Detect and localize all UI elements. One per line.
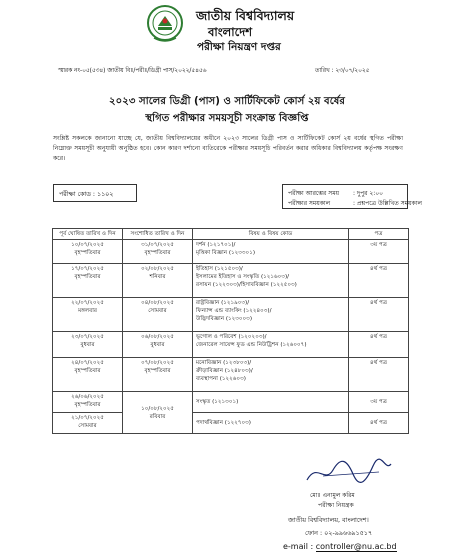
notice-title-line2: স্থগিত পরীক্ষার সময়সূচী সংক্রান্ত বিজ্ঞপ্তি [145, 113, 309, 124]
subject: ব্যবস্থাপনা (১২২৬০৩) [196, 376, 246, 382]
email-label: e-mail : [283, 542, 316, 551]
subject: মৃত্তিকা বিজ্ঞান (১২৩৩০১) [196, 250, 255, 256]
handwritten-signature [303, 458, 393, 486]
header-subject: বিষয় ও বিষয় কোড [193, 229, 349, 240]
prev-date: ২৬/০৬/২০২৫ [71, 394, 104, 400]
university-name: জাতীয় বিশ্ববিদ্যালয় [196, 8, 295, 23]
schedule-table [52, 228, 409, 434]
new-date-cell [123, 298, 193, 332]
prev-date: ২১/০৭/২০২৫ [71, 415, 104, 421]
exam-time-box [282, 184, 422, 209]
header-prev-date: পূর্ব ঘোষিত তারিখ ও দিন [53, 229, 123, 240]
prev-date-cell [53, 358, 123, 392]
notice-body: সংশ্লিষ্ট সকলকে জানানো যাচ্ছে যে, জাতীয় বিশ্ববিদ্যালয়ের অধীনে ২০২৩ সালের ডিগ্রী পাস ও সার্টিফিকেট কোর্স ২য় বর্ষের স্থগিত পরীক্ষা নিম্নোক্ত সময়সূচী অনুযায়ী অনুষ্ঠিত হবে। কোন কারণ দর্শানো ব্যতিরেকে পরীক্ষার সময়সূচি পরিবর্তন করার অধিকার বিশ্ববিদ্যালয় কর্তৃপক্ষ সংরক্ষণ করে। [53, 135, 403, 162]
exam-code-box [53, 184, 137, 202]
paper-cell: ৩য় পত্র [349, 240, 409, 264]
exam-duration-value: : প্রশ্নপত্রে উল্লিখিত সময়কাল [353, 200, 422, 207]
subject-cell [193, 264, 349, 298]
new-day: সোমবার [148, 308, 167, 314]
prev-date: ২২/০৭/২০২৫ [71, 300, 104, 306]
new-date: ০২/০৮/২০২৫ [141, 266, 174, 272]
subject: রসায়ন (১২২৩০৩)/হিসাববিজ্ঞান (১২২৫০৩) [196, 282, 297, 288]
prev-date: ২৪/০৭/২০২৫ [71, 360, 104, 366]
new-date-cell [123, 264, 193, 298]
new-date: ০৪/০৮/২০২৫ [141, 300, 174, 306]
email-link[interactable]: controller@nu.ac.bd [315, 542, 397, 551]
prev-day: বৃহস্পতিবার [74, 368, 101, 374]
signatory-phone: ফোন : ০২-৯৯৬৬৯১৫১৭ [305, 529, 373, 537]
notice-title-line1: ২০২৩ সালের ডিগ্রী (পাস) ও সার্টিফিকেট কোর্স ২য় বর্ষের [108, 96, 346, 107]
subject: ফিন্যান্স এন্ড ব্যাংকিং (১২২৪০৩)/ [196, 308, 272, 314]
header-paper: পত্র [349, 229, 409, 240]
table-row [53, 240, 409, 264]
prev-date: ২৩/০৭/২০২৫ [71, 334, 104, 340]
table-row [53, 298, 409, 332]
subject: মনোবিজ্ঞান (১২৩৮০৩)/ [196, 360, 252, 366]
subject-cell [193, 413, 349, 434]
prev-date: ১৭/০৭/২০২৫ [71, 266, 104, 272]
prev-day: বুধবার [80, 342, 95, 348]
new-date: ০৬/০৮/২০২৫ [141, 334, 174, 340]
subject: ক্রীড়াবিজ্ঞান (১২৪৮০৩)/ [196, 368, 253, 374]
subject-cell [193, 298, 349, 332]
new-day: রবিবার [149, 413, 166, 420]
subject: ভূগোল ও পরিবেশ (১২০২০৩)/ [196, 334, 267, 340]
signatory-name: মোঃ এনামুল করিম [310, 492, 355, 499]
new-date-cell [123, 332, 193, 358]
new-date-cell [123, 392, 193, 434]
prev-date-cell [53, 264, 123, 298]
new-day: শনিবার [149, 274, 166, 280]
university-seal-logo [146, 4, 184, 44]
prev-day: বৃহস্পতিবার [74, 250, 101, 256]
paper-cell: ৪র্থ পত্র [349, 264, 409, 298]
exam-start-label: পরীক্ষা আরম্ভের সময় [288, 190, 340, 197]
subject-cell [193, 392, 349, 413]
subject: পদার্থবিজ্ঞান (১২২৭০৩) [196, 420, 251, 426]
prev-date-cell [53, 332, 123, 358]
prev-date: ১০/০৭/২০২৫ [71, 242, 104, 248]
table-row [53, 264, 409, 298]
prev-date-cell [53, 298, 123, 332]
subject: ইতিহাস (১২১৫০৩)/ [196, 266, 243, 272]
subject: রাষ্ট্রবিজ্ঞান (১২১৯০৩)/ [196, 300, 250, 306]
header-revised-date: সংশোধিত তারিখ ও দিন [123, 229, 193, 240]
paper-cell: ৪র্থ পত্র [349, 332, 409, 358]
subject: দর্শন (১২১৭০১)/ [196, 242, 236, 248]
paper-cell: ৩য় পত্র [349, 392, 409, 413]
subject-cell [193, 240, 349, 264]
prev-date-cell [53, 240, 123, 264]
prev-day: বৃহস্পতিবার [74, 402, 101, 408]
subject: জেনারেল সায়েন্স ফুড এন্ড নিউট্রিশন (১২৬০০৭) [196, 342, 307, 348]
exam-start-value: : দুপুর ২:০০ [353, 190, 384, 197]
prev-date-cell [53, 392, 123, 413]
table-row [53, 392, 409, 413]
table-row [53, 413, 409, 434]
country-name: বাংলাদেশ [208, 25, 253, 39]
prev-day: মঙ্গলবার [78, 308, 97, 314]
new-date: ৩১/০৭/২০২৫ [141, 242, 174, 248]
new-date: ১০/০৮/২০২৫ [141, 405, 174, 412]
exam-code: পরীক্ষা কোড : ১১০২ [59, 191, 114, 198]
exam-duration-label: পরীক্ষার সময়কাল [288, 200, 331, 207]
subject: ইসলামের ইতিহাস ও সংস্কৃতি (১২১৬০৩)/ [196, 274, 290, 280]
table-row [53, 332, 409, 358]
new-day: বৃহস্পতিবার [144, 250, 171, 256]
memo-reference: স্মারক নং-০৫(৫৩৪) জাতীয় বিঃ/পরীঃ/ডিগ্রী পাস/২০২২/৫৪৫৬ [58, 68, 207, 74]
subject: উদ্ভিদবিজ্ঞান (১২৩০০৩) [196, 316, 252, 322]
signatory-role: পরীক্ষা নিয়ন্ত্রক [318, 502, 354, 509]
table-row [53, 358, 409, 392]
new-day: বৃহস্পতিবার [144, 368, 171, 374]
subject-cell [193, 332, 349, 358]
subject: সংস্কৃত (১২১৩০১) [196, 399, 239, 405]
table-header-row [53, 229, 409, 240]
new-date-cell [123, 358, 193, 392]
memo-date: তারিখ : ২৩/০৭/২০২৫ [315, 68, 370, 74]
subject-cell [193, 358, 349, 392]
prev-day: বৃহস্পতিবার [74, 274, 101, 280]
paper-cell: ৪র্থ পত্র [349, 298, 409, 332]
signatory-email-line [283, 542, 397, 551]
new-date-cell [123, 240, 193, 264]
prev-day: সোমবার [78, 423, 97, 429]
paper-cell: ৪র্থ পত্র [349, 413, 409, 434]
new-date: ০৭/০৮/২০২৫ [141, 360, 174, 366]
new-day: বুধবার [150, 342, 165, 348]
prev-date-cell [53, 413, 123, 434]
signatory-university: জাতীয় বিশ্ববিদ্যালয়, বাংলাদেশ। [288, 516, 369, 524]
paper-cell: ৪র্থ পত্র [349, 358, 409, 392]
office-name: পরীক্ষা নিয়ন্ত্রণ দপ্তর [197, 41, 281, 53]
